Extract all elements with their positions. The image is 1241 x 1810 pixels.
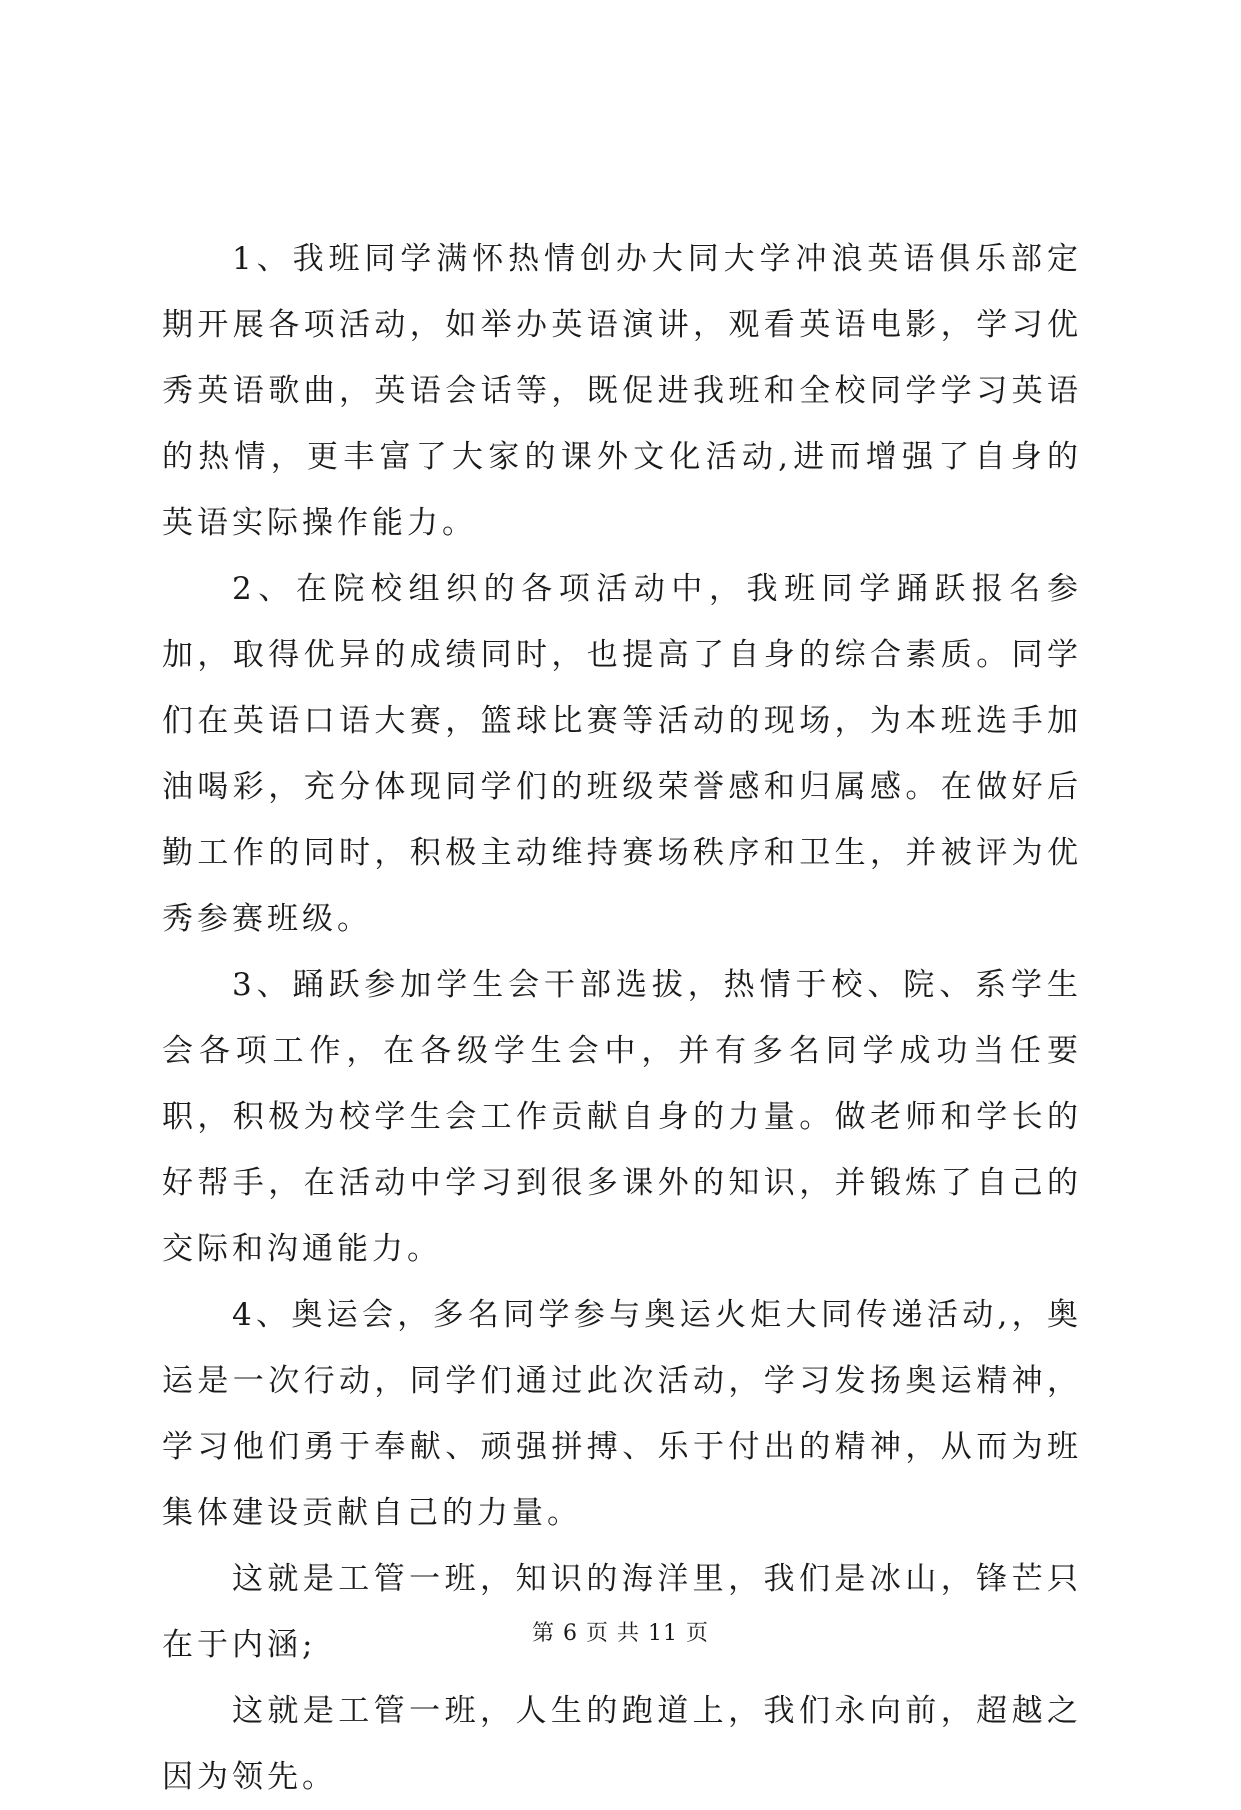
paragraph-5: 这就是工管一班，知识的海洋里，我们是冰山，锋芒只在于内涵; [162, 1561, 1082, 1663]
paragraph-6: 这就是工管一班，人生的跑道上，我们永向前，超越之因为领先。 [162, 1693, 1082, 1795]
document-body [162, 226, 1082, 1810]
paragraph-1: 1、我班同学满怀热情创办大同大学冲浪英语俱乐部定期开展各项活动，如举办英语演讲，观看英语电影，学习优秀英语歌曲，英语会话等，既促进我班和全校同学学习英语的热情，更丰富了大家的课外文化活动,进而增强了自身的英语实际操作能力。 [162, 241, 1082, 541]
page-number-footer: 第 6 页 共 11 页 [532, 1621, 709, 1646]
paragraph-3: 3、踊跃参加学生会干部选拔，热情于校、院、系学生会各项工作，在各级学生会中，并有多名同学成功当任要职，积极为校学生会工作贡献自身的力量。做老师和学长的好帮手，在活动中学习到很多课外的知识，并锻炼了自己的交际和沟通能力。 [162, 967, 1082, 1267]
paragraph-2: 2、在院校组织的各项活动中，我班同学踊跃报名参加，取得优异的成绩同时，也提高了自身的综合素质。同学们在英语口语大赛，篮球比赛等活动的现场，为本班选手加油喝彩，充分体现同学们的班级荣誉感和归属感。在做好后勤工作的同时，积极主动维持赛场秩序和卫生，并被评为优秀参赛班级。 [162, 571, 1082, 937]
paragraph-4: 4、奥运会，多名同学参与奥运火炬大同传递活动,，奥运是一次行动，同学们通过此次活动，学习发扬奥运精神，学习他们勇于奉献、顽强拼搏、乐于付出的精神，从而为班集体建设贡献自己的力量。 [162, 1297, 1082, 1531]
